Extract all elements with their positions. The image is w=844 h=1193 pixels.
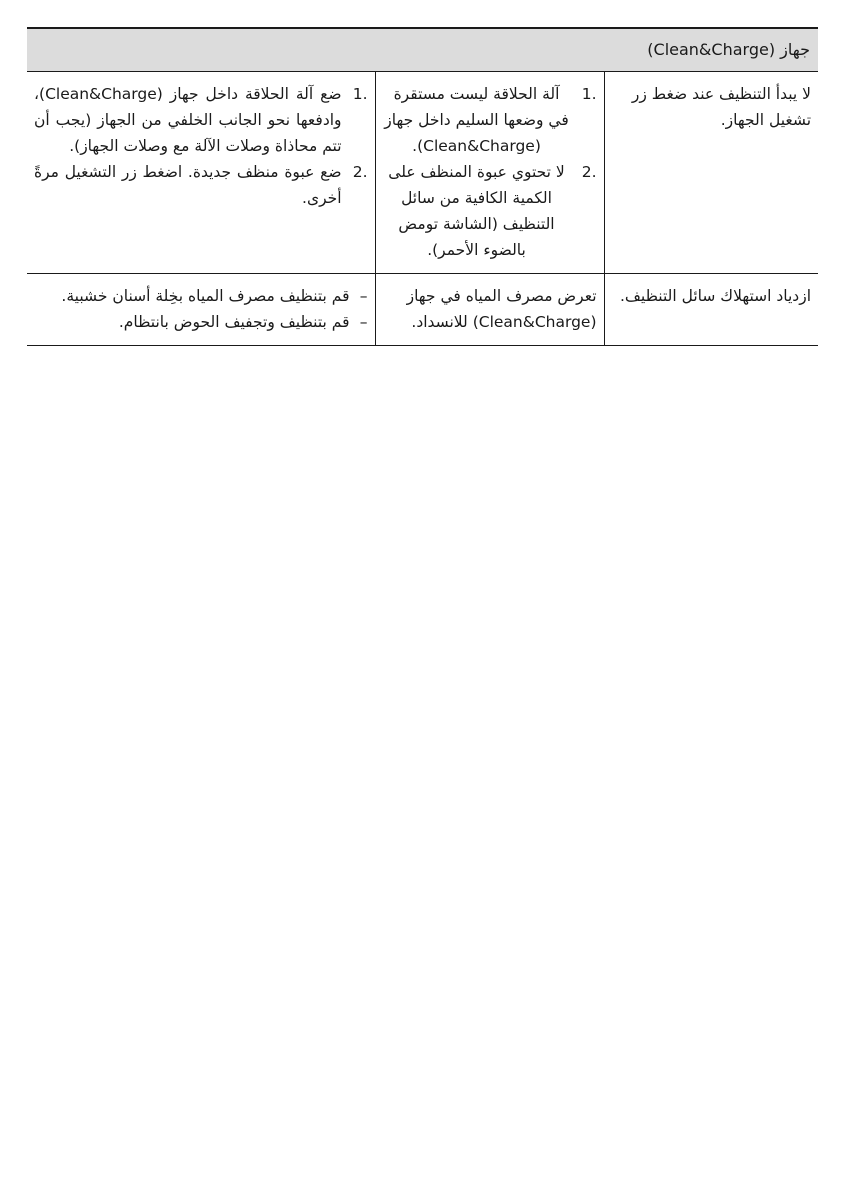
list-number: 1. [352,85,368,103]
solution-list [34,81,368,211]
table-row [27,274,818,346]
cause-list [383,81,597,263]
cause-text: لا تحتوي عبوة المنظف على الكمية الكافية من سائل التنظيف (الشاشة تومض بالضوء الأحمر). [388,163,565,259]
list-item [34,309,368,335]
cause-cell [375,274,604,346]
list-item [34,159,368,211]
list-number: 2. [581,163,597,181]
section-header: جهاز (Clean&Charge) [27,28,818,72]
problem-text: لا يبدأ التنظيف عند ضغط زر تشغيل الجهاز. [631,85,812,129]
dash-bullet: – [359,313,368,331]
solution-text: قم بتنظيف وتجفيف الحوض بانتظام. [118,313,350,331]
solution-list [34,283,368,335]
problem-cell [604,72,818,274]
problem-text: ازدياد استهلاك سائل التنظيف. [619,287,812,305]
list-number: 2. [352,163,368,181]
troubleshooting-document [27,27,818,346]
dash-bullet: – [359,287,368,305]
cause-cell [375,72,604,274]
list-item [383,159,597,263]
solution-cell [27,72,375,274]
troubleshooting-table [27,27,818,346]
list-number: 1. [581,85,597,103]
table-row [27,72,818,274]
solution-text: ضع عبوة منظف جديدة. اضغط زر التشغيل مرةً أخرى. [34,163,342,207]
solution-cell [27,274,375,346]
solution-text: ضع آلة الحلاقة داخل جهاز (Clean&Charge)، وادفعها نحو الجانب الخلفي من الجهاز (يجب أن تتم محاذاة وصلات الآلة مع وصلات الجهاز). [34,85,342,155]
table-header-row [27,28,818,72]
problem-cell [604,274,818,346]
cause-text: تعرض مصرف المياه في جهاز (Clean&Charge) للانسداد. [406,287,597,331]
list-item [383,81,597,159]
solution-text: قم بتنظيف مصرف المياه بخِلة أسنان خشبية. [61,287,350,305]
list-item [34,283,368,309]
cause-text: آلة الحلاقة ليست مستقرة في وضعها السليم داخل جهاز (Clean&Charge). [384,85,569,155]
list-item [34,81,368,159]
